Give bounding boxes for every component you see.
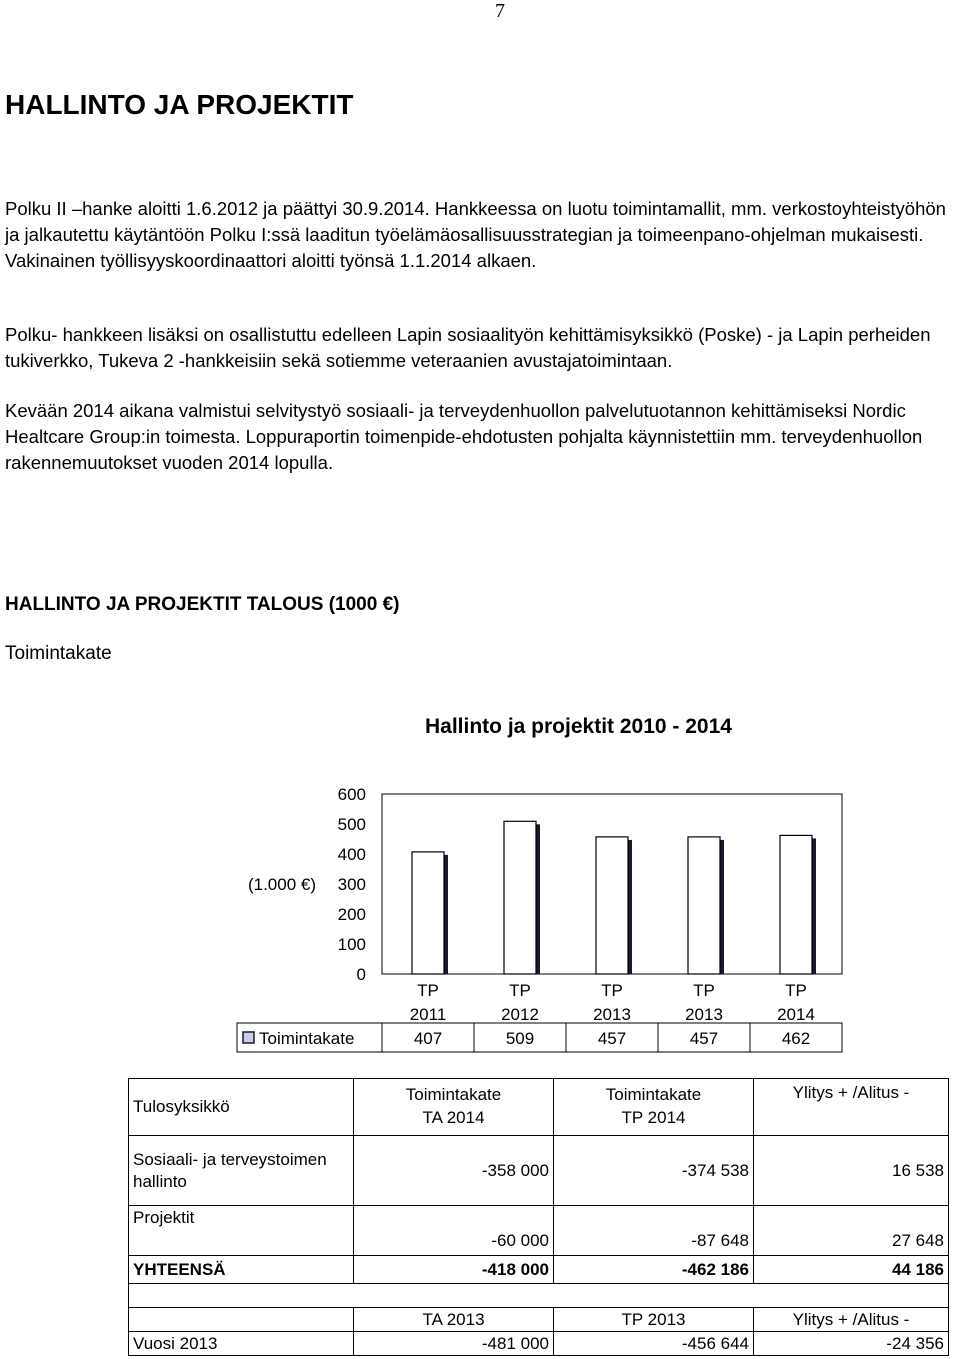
- table-cell: Ylitys + /Alitus -: [754, 1308, 949, 1332]
- data-label: 407: [413, 1029, 443, 1048]
- section-subheading: Toimintakate: [5, 643, 112, 664]
- bar: [596, 837, 628, 974]
- table-cell: 27 648: [754, 1206, 949, 1256]
- bar-chart: [0, 770, 960, 1060]
- table-header-row: [129, 1079, 949, 1136]
- y-tick-label: 600: [337, 785, 366, 804]
- paragraph-polku: Polku II –hanke aloitti 1.6.2012 ja päättyi 30.9.2014. Hankkeessa on luotu toimintamallit, mm. verkostoyhteistyöhön ja jalkautettu käytäntöön Polku I:ssä laaditun työelämäosallisuusstrategian ja toimeenpano-ohjelman mukaisesti. Vakinainen työllisyyskoordinaattori aloitti työnsä 1.1.2014 alkaen.: [5, 198, 946, 271]
- table-cell: -358 000: [354, 1136, 554, 1206]
- table-cell: TA 2013: [354, 1308, 554, 1332]
- x-tick-label: TP: [693, 981, 715, 1000]
- y-tick-label: 100: [337, 935, 366, 954]
- x-tick-label: 2013: [593, 1005, 631, 1024]
- table-cell: 44 186: [754, 1256, 949, 1284]
- table-cell: [129, 1308, 354, 1332]
- table-total-row: [129, 1256, 949, 1284]
- table-cell: TP 2013: [554, 1308, 754, 1332]
- table-cell: -418 000: [354, 1256, 554, 1284]
- table-row: [129, 1206, 949, 1256]
- header-cell: Toimintakate TP 2014: [554, 1079, 754, 1136]
- paragraph-projects: Polku- hankkeen lisäksi on osallistuttu edelleen Lapin sosiaalityön kehittämisyksikkö (Poske) - ja Lapin perheiden tukiverkko, Tukeva 2 -hankkeisiin sekä sotiemme veteraanien avustajatoimintaan.: [5, 324, 931, 371]
- table-cell: -462 186: [554, 1256, 754, 1284]
- paragraph-survey: Kevään 2014 aikana valmistui selvitystyö sosiaali- ja terveydenhuollon palvelutuotannon kehittämiseksi Nordic Healtcare Group:in toimesta. Loppuraportin toimenpide-ehdotusten pohjalta käynnistettiin mm. terveydenhuollon rakennemuutokset vuoden 2014 lopulla.: [5, 400, 923, 473]
- legend-swatch: [243, 1032, 254, 1043]
- bar: [780, 835, 812, 974]
- header-cell: Ylitys + /Alitus -: [754, 1079, 949, 1136]
- section-heading: HALLINTO JA PROJEKTIT TALOUS (1000 €): [5, 594, 400, 615]
- data-label: 509: [505, 1029, 535, 1048]
- data-label: 462: [781, 1029, 811, 1048]
- table-cell: 16 538: [754, 1136, 949, 1206]
- table-cell: Vuosi 2013: [129, 1332, 354, 1356]
- bar: [688, 837, 720, 974]
- y-tick-label: 400: [337, 845, 366, 864]
- x-tick-label: 2012: [501, 1005, 539, 1024]
- table-cell: -374 538: [554, 1136, 754, 1206]
- table-year-header-row: [129, 1308, 949, 1332]
- table-spacer-row: [129, 1284, 949, 1308]
- bar: [412, 852, 444, 974]
- y-axis-label: (1.000 €): [247, 875, 316, 894]
- table-cell: Projektit: [129, 1206, 354, 1256]
- legend-label: Toimintakate: [259, 1029, 355, 1048]
- header-cell: Tulosyksikkö: [129, 1079, 354, 1136]
- table-cell: -481 000: [354, 1332, 554, 1356]
- y-tick-label: 200: [337, 905, 366, 924]
- results-table: [128, 1078, 949, 1356]
- x-tick-label: TP: [785, 981, 807, 1000]
- table-cell: YHTEENSÄ: [129, 1256, 354, 1284]
- bar: [504, 821, 536, 974]
- x-tick-label: 2011: [409, 1005, 447, 1024]
- table-year-row: [129, 1332, 949, 1356]
- table-cell: -60 000: [354, 1206, 554, 1256]
- table-cell: -456 644: [554, 1332, 754, 1356]
- y-tick-label: 0: [356, 965, 366, 984]
- data-label: 457: [597, 1029, 627, 1048]
- page-number: 7: [495, 0, 505, 22]
- y-tick-label: 300: [337, 875, 366, 894]
- x-tick-label: TP: [417, 981, 439, 1000]
- table-cell: -87 648: [554, 1206, 754, 1256]
- table-cell: -24 356: [754, 1332, 949, 1356]
- x-tick-label: 2013: [685, 1005, 723, 1024]
- x-tick-label: 2014: [777, 1005, 815, 1024]
- y-tick-label: 500: [337, 815, 366, 834]
- x-tick-label: TP: [509, 981, 531, 1000]
- data-label: 457: [689, 1029, 719, 1048]
- header-cell: Toimintakate TA 2014: [354, 1079, 554, 1136]
- x-tick-label: TP: [601, 981, 623, 1000]
- table-row: [129, 1136, 949, 1206]
- page-title: HALLINTO JA PROJEKTIT: [5, 89, 354, 120]
- table-cell: Sosiaali- ja terveystoimen hallinto: [129, 1136, 354, 1206]
- chart-title: Hallinto ja projektit 2010 - 2014: [425, 715, 732, 738]
